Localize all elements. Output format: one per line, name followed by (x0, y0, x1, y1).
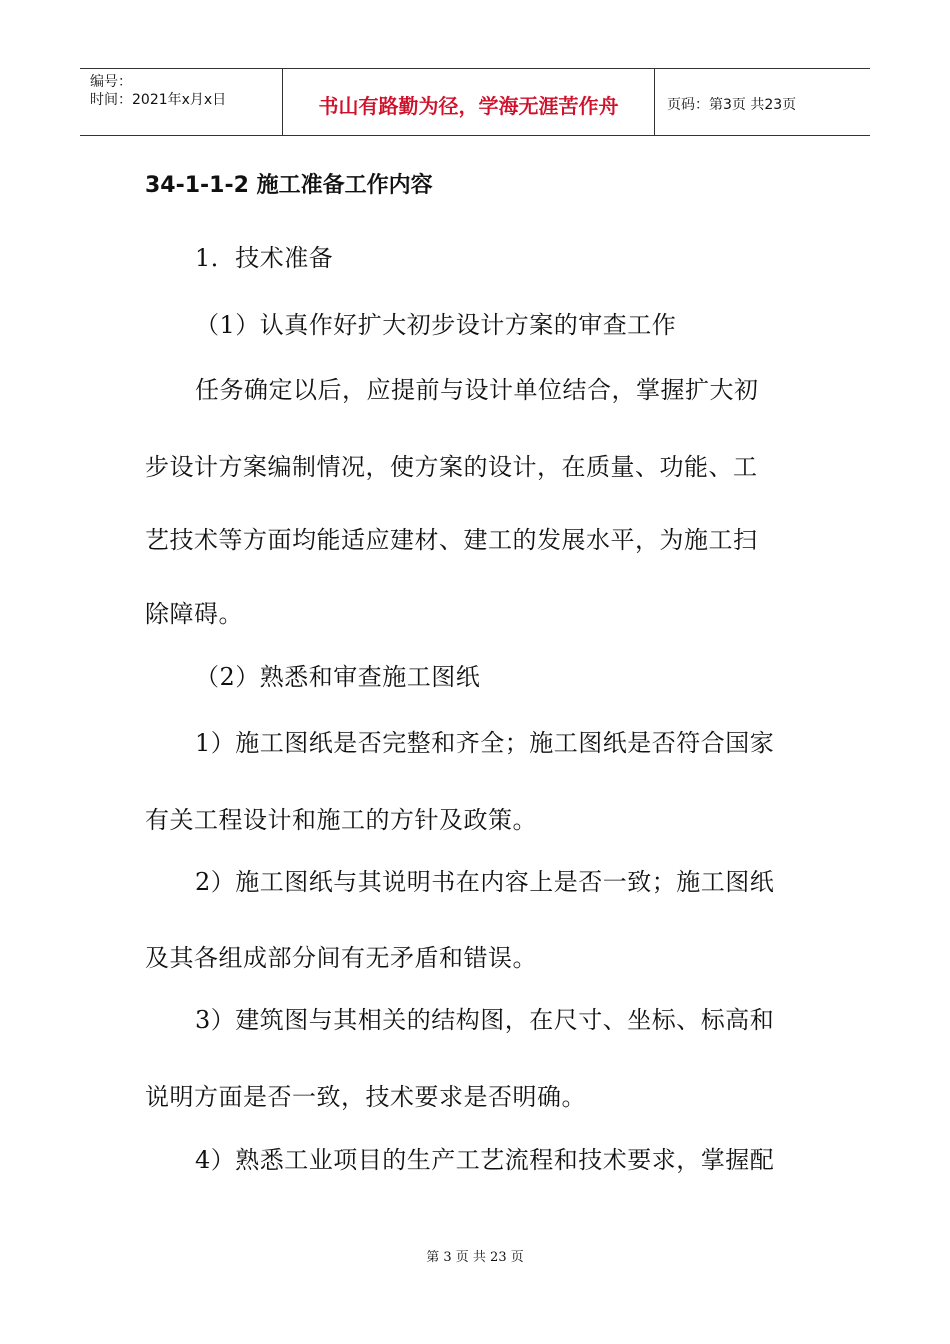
text-line-13: 说明方面是否一致，技术要求是否明确。 (145, 1083, 586, 1111)
text-line-10: 2）施工图纸与其说明书在内容上是否一致；施工图纸 (195, 868, 775, 896)
header-motto: 书山有路勤为径，学海无涯苦作舟 (283, 69, 655, 135)
page-header (80, 68, 870, 136)
text-line-7: （2）熟悉和审查施工图纸 (195, 663, 481, 691)
header-meta (80, 69, 283, 135)
header-page-info: 页码：第3页 共23页 (667, 97, 797, 113)
document-number-label: 编号： (90, 74, 132, 90)
text-line-3: 任务确定以后，应提前与设计单位结合，掌握扩大初 (195, 376, 759, 404)
text-line-6: 除障碍。 (145, 600, 243, 628)
text-line-9: 有关工程设计和施工的方针及政策。 (145, 806, 537, 834)
text-line-14: 4）熟悉工业项目的生产工艺流程和技术要求，掌握配 (195, 1146, 775, 1174)
page-footer: 第 3 页 共 23 页 (426, 1250, 524, 1265)
document-time: 时间：2021年x月x日 (90, 92, 227, 108)
text-line-12: 3）建筑图与其相关的结构图，在尺寸、坐标、标高和 (195, 1006, 775, 1034)
text-line-2: （1）认真作好扩大初步设计方案的审查工作 (195, 311, 677, 339)
text-line-4: 步设计方案编制情况，使方案的设计，在质量、功能、工 (145, 453, 758, 481)
text-line-5: 艺技术等方面均能适应建材、建工的发展水平，为施工扫 (145, 526, 758, 554)
section-heading: 34-1-1-2 施工准备工作内容 (145, 173, 433, 198)
text-line-8: 1）施工图纸是否完整和齐全；施工图纸是否符合国家 (195, 729, 775, 757)
text-line-1: 1．技术准备 (195, 244, 334, 272)
text-line-11: 及其各组成部分间有无矛盾和错误。 (145, 944, 537, 972)
